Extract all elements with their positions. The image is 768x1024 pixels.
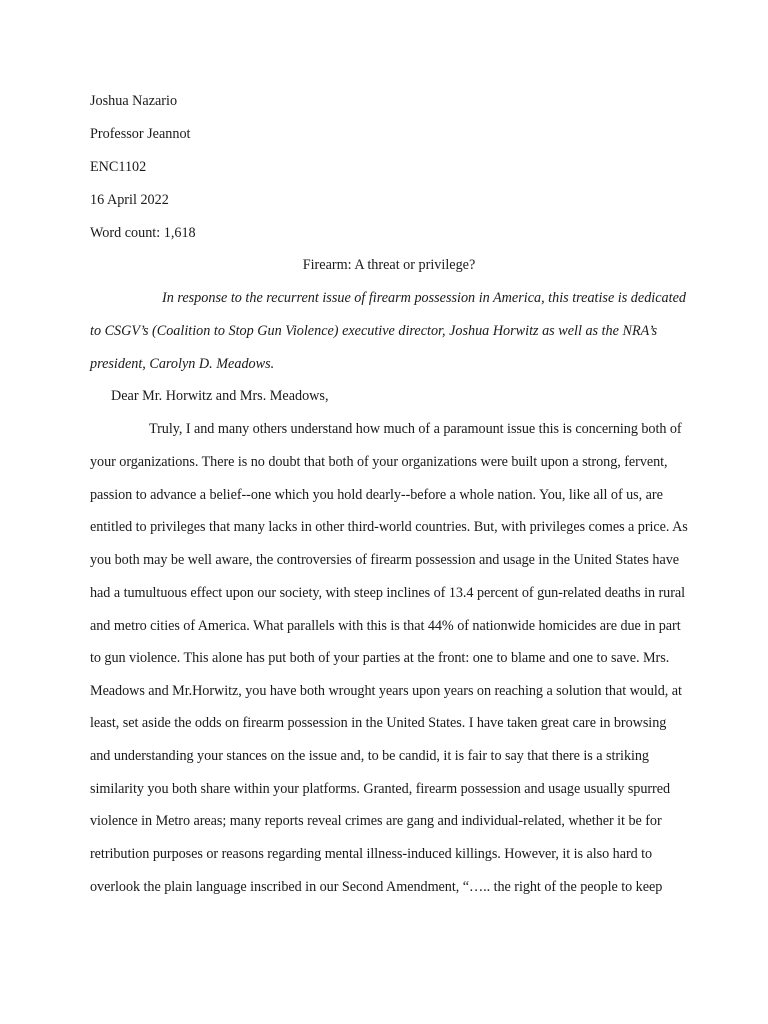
dedication-line: president, Carolyn D. Meadows. <box>90 356 275 372</box>
professor-name: Professor Jeannot <box>90 126 191 142</box>
body-line: your organizations. There is no doubt that both of your organizations were built upon a strong, fervent, <box>90 454 668 470</box>
body-line: to gun violence. This alone has put both of your parties at the front: one to blame and one to save. Mrs. <box>90 650 670 666</box>
body-line: violence in Metro areas; many reports reveal crimes are gang and individual-related, whether it be for <box>90 813 662 829</box>
body-line: similarity you both share within your platforms. Granted, firearm possession and usage usually spurred <box>90 781 671 797</box>
page-title: Firearm: A threat or privilege? <box>302 257 476 273</box>
body-line: you both may be well aware, the controversies of firearm possession and usage in the United States have <box>90 552 679 568</box>
body-line: Meadows and Mr.Horwitz, you have both wrought years upon years on reaching a solution that would, at <box>90 683 682 699</box>
body-line: and metro cities of America. What parallels with this is that 44% of nationwide homicides are due in part <box>90 618 681 634</box>
body-line: had a tumultuous effect upon our society, with steep inclines of 13.4 percent of gun-related deaths in rural <box>90 585 686 601</box>
dedication-line: to CSGV’s (Coalition to Stop Gun Violence) executive director, Joshua Horwitz as well as the NRA’s <box>90 323 658 339</box>
author-name: Joshua Nazario <box>90 93 178 109</box>
body-line: passion to advance a belief--one which you hold dearly--before a whole nation. You, like all of us, are <box>90 487 663 503</box>
word-count: Word count: 1,618 <box>90 225 196 241</box>
body-line: overlook the plain language inscribed in our Second Amendment, “….. the right of the people to keep <box>90 879 663 895</box>
course-code: ENC1102 <box>90 159 147 175</box>
dedication-line: In response to the recurrent issue of firearm possession in America, this treatise is dedicated <box>162 290 686 306</box>
body-line: least, set aside the odds on firearm possession in the United States. I have taken great care in browsing <box>90 715 667 731</box>
paper-date: 16 April 2022 <box>90 192 169 208</box>
body-line: entitled to privileges that many lacks in other third-world countries. But, with privileges comes a price. As <box>90 519 688 535</box>
body-line: and understanding your stances on the issue and, to be candid, it is fair to say that there is a striking <box>90 748 649 764</box>
salutation: Dear Mr. Horwitz and Mrs. Meadows, <box>111 388 329 404</box>
body-line: Truly, I and many others understand how much of a paramount issue this is concerning both of <box>149 421 682 437</box>
body-line: retribution purposes or reasons regarding mental illness-induced killings. However, it is also hard to <box>90 846 653 862</box>
